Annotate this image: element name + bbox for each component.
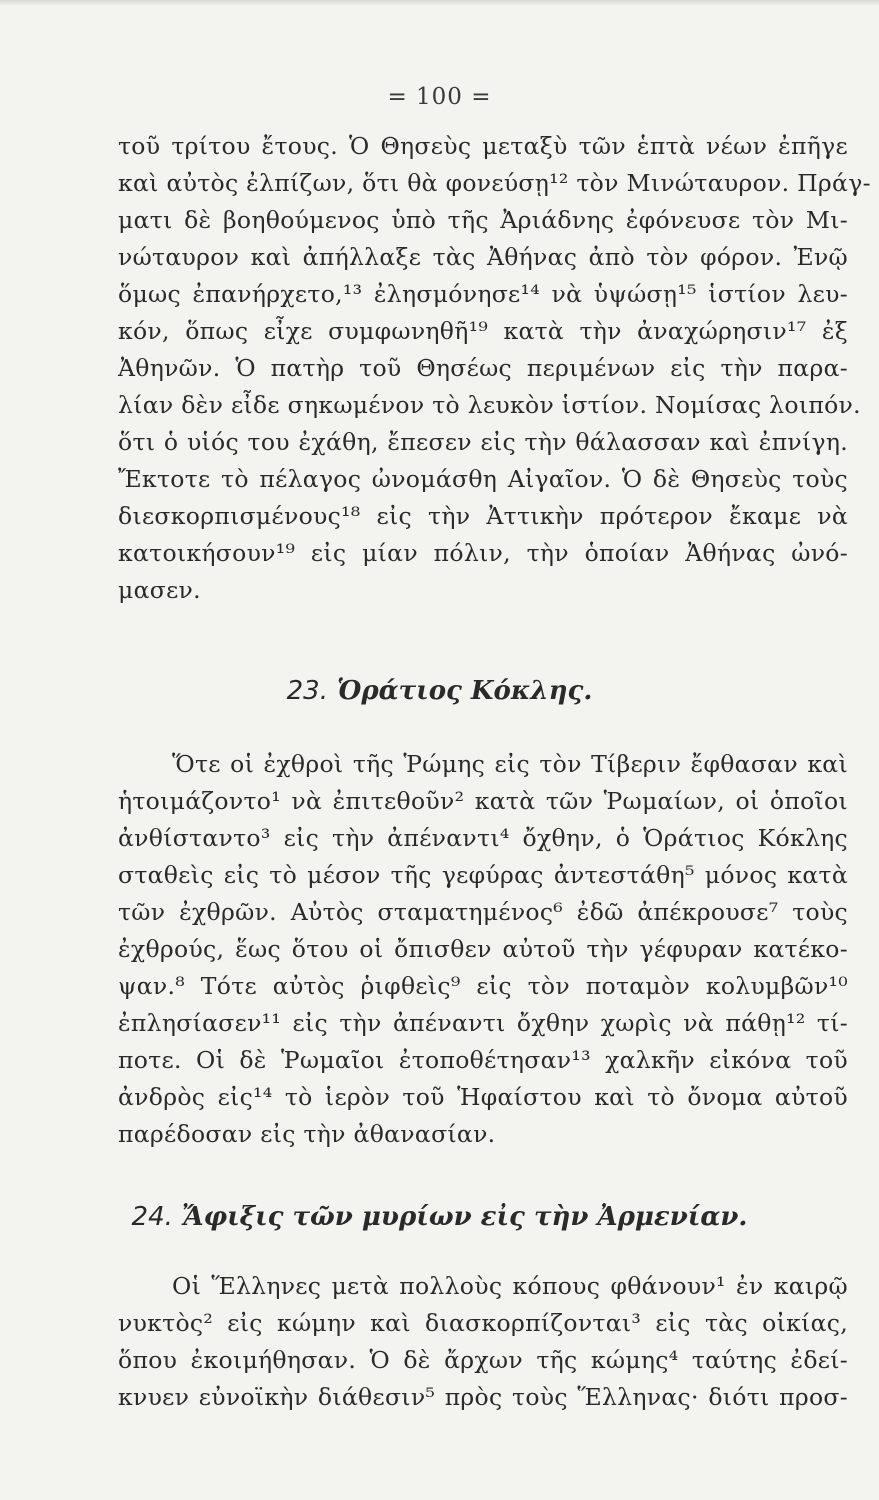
section-24-body xyxy=(118,1268,848,1416)
text-line: ἡτοιμάζοντο¹ νὰ ἐπιτεθοῦν² κατὰ τῶν Ῥωμαίων, οἱ ὁποῖοι xyxy=(118,787,848,815)
text-line: ἀνδρὸς εἰς¹⁴ τὸ ἱερὸν τοῦ Ἡφαίστου καὶ τὸ ὄνομα αὐτοῦ xyxy=(118,1083,848,1111)
text-line: ματι δὲ βοηθούμενος ὑπὸ τῆς Ἀριάδνης ἐφόνευσε τὸν Μι- xyxy=(118,206,848,234)
section-number: 23. xyxy=(286,676,328,706)
text-line: τοῦ τρίτου ἔτους. Ὁ Θησεὺς μεταξὺ τῶν ἑπτὰ νέων ἐπῆγε xyxy=(118,132,848,160)
text-line: ψαν.⁸ Τότε αὐτὸς ῥιφθεὶς⁹ εἰς τὸν ποταμὸν κολυμβῶν¹⁰ xyxy=(118,972,848,1000)
section-title: Ὁράτιος Κόκλης. xyxy=(337,676,593,706)
text-line: Ὅτε οἱ ἐχθροὶ τῆς Ῥώμης εἰς τὸν Τίβεριν ἔφθασαν καὶ xyxy=(172,750,848,778)
text-line: ὅμως ἐπανήρχετο,¹³ ἐλησμόνησε¹⁴ νὰ ὑψώσῃ¹⁵ ἱστίον λευ- xyxy=(118,280,848,308)
text-line: κόν, ὅπως εἶχε συμφωνηθῆ¹⁹ κατὰ τὴν ἀναχώρησιν¹⁷ ἐξ xyxy=(118,317,848,345)
text-line: νώταυρον καὶ ἀπήλλαξε τὰς Ἀθήνας ἀπὸ τὸν φόρον. Ἐνῷ xyxy=(118,243,848,271)
text-line: τῶν ἐχθρῶν. Αὐτὸς σταματημένος⁶ ἐδῶ ἀπέκρουσε⁷ τοὺς xyxy=(118,898,848,926)
text-line: μασεν. xyxy=(118,576,201,604)
intro-paragraph xyxy=(118,128,871,609)
section-24-heading xyxy=(0,1202,879,1232)
page-edge xyxy=(0,0,879,6)
text-line: ὅπου ἐκοιμήθησαν. Ὁ δὲ ἄρχων τῆς κώμης⁴ ταύτης ἐδεί- xyxy=(118,1346,848,1374)
text-line: κατοικήσουν¹⁹ εἰς μίαν πόλιν, τὴν ὁποίαν Ἀθήνας ὠνό- xyxy=(118,539,848,567)
section-23-body xyxy=(118,746,848,1153)
text-line: ἐπλησίασεν¹¹ εἰς τὴν ἀπέναντι ὄχθην χωρὶς νὰ πάθῃ¹² τί- xyxy=(118,1009,848,1037)
text-line: παρέδοσαν εἰς τὴν ἀθανασίαν. xyxy=(118,1120,496,1148)
text-line: ἀνθίσταντο³ εἰς τὴν ἀπέναντι⁴ ὄχθην, ὁ Ὁράτιος Κόκλης xyxy=(118,824,848,852)
text-line: ὅτι ὁ υἱός του ἐχάθη, ἔπεσεν εἰς τὴν θάλασσαν καὶ ἐπνίγη. xyxy=(118,428,848,456)
text-line: νυκτὸς² εἰς κώμην καὶ διασκορπίζονται³ εἰς τὰς οἰκίας, xyxy=(118,1309,848,1337)
text-line: λίαν δὲν εἶδε σηκωμένον τὸ λευκὸν ἱστίον. Νομίσας λοιπόν. xyxy=(118,391,861,419)
section-number: 24. xyxy=(131,1202,173,1232)
text-line: κνυεν εὐνοϊκὴν διάθεσιν⁵ πρὸς τοὺς Ἕλληνας· διότι προσ- xyxy=(118,1383,848,1411)
text-line: διεσκορπισμένους¹⁸ εἰς τὴν Ἀττικὴν πρότερον ἔκαμε νὰ xyxy=(118,502,848,530)
section-23-heading xyxy=(0,676,879,706)
section-title: Ἄφιξις τῶν μυρίων εἰς τὴν Ἀρμενίαν. xyxy=(181,1202,748,1232)
text-line: Ἀθηνῶν. Ὁ πατὴρ τοῦ Θησέως περιμένων εἰς τὴν παρα- xyxy=(118,354,848,382)
text-line: σταθεὶς εἰς τὸ μέσον τῆς γεφύρας ἀντεστάθη⁵ μόνος κατὰ xyxy=(118,861,848,889)
text-line: ἐχθρούς, ἕως ὅτου οἱ ὄπισθεν αὐτοῦ τὴν γέφυραν κατέκο- xyxy=(118,935,848,963)
text-line: Οἱ Ἕλληνες μετὰ πολλοὺς κόπους φθάνουν¹ ἐν καιρῷ xyxy=(172,1272,848,1300)
page-number: = 100 = xyxy=(387,84,492,110)
text-line: καὶ αὐτὸς ἐλπίζων, ὅτι θὰ φονεύσῃ¹² τὸν Μινώταυρον. Πράγ- xyxy=(118,169,871,197)
text-line: ποτε. Οἱ δὲ Ῥωμαῖοι ἐτοποθέτησαν¹³ χαλκῆν εἰκόνα τοῦ xyxy=(118,1046,848,1074)
text-line: Ἔκτοτε τὸ πέλαγος ὠνομάσθη Αἰγαῖον. Ὁ δὲ Θησεὺς τοὺς xyxy=(118,465,848,493)
